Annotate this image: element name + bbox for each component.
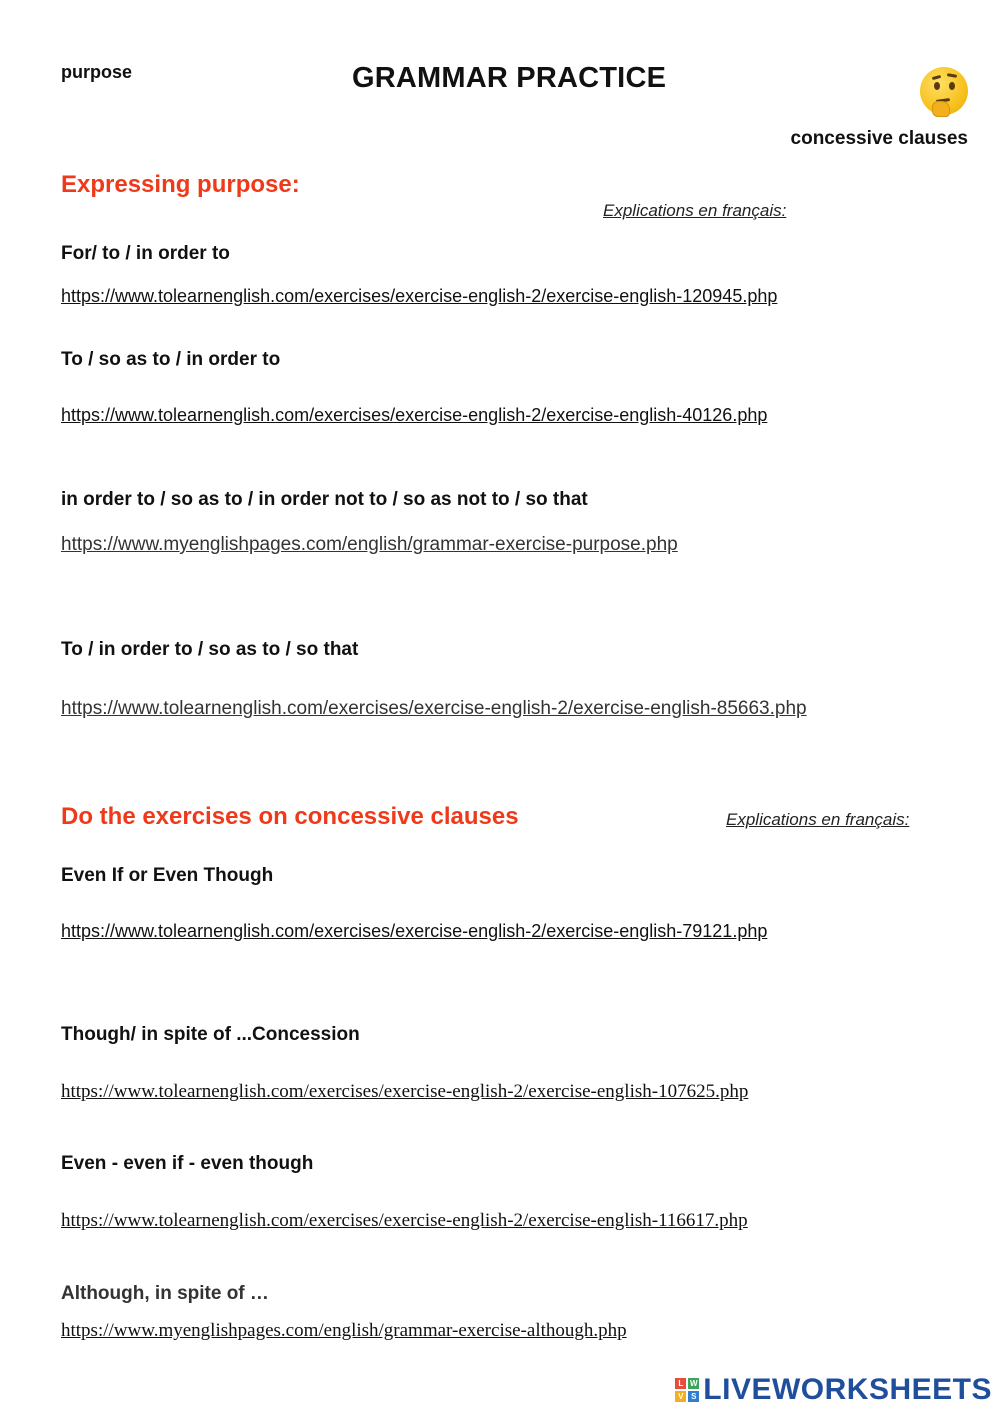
concession-exercise-link-1[interactable]: https://www.tolearnenglish.com/exercises/exercise-english-2/exercise-english-79121.php — [61, 921, 768, 941]
logo-letter-l: L — [675, 1378, 686, 1389]
purpose-exercise-link-4[interactable]: https://www.tolearnenglish.com/exercises/exercise-english-2/exercise-english-85663.php — [61, 698, 807, 719]
purpose-exercise-link-3[interactable]: https://www.myenglishpages.com/english/grammar-exercise-purpose.php — [61, 534, 678, 555]
concession-exercise-link-2[interactable]: https://www.tolearnenglish.com/exercises/exercise-english-2/exercise-english-107625.php — [61, 1081, 749, 1102]
purpose-exercise-title-2: To / so as to / in order to — [61, 349, 281, 370]
purpose-french-link[interactable]: Explications en français: — [603, 201, 787, 220]
subtitle: concessive clauses — [790, 128, 968, 149]
concession-heading: Do the exercises on concessive clauses — [61, 803, 519, 830]
purpose-exercise-title-3: in order to / so as to / in order not to / so as not to / so that — [61, 489, 588, 510]
logo-letter-s: S — [688, 1391, 699, 1402]
purpose-heading: Expressing purpose: — [61, 171, 300, 198]
brand-wordmark: LIVEWORKSHEETS — [703, 1373, 992, 1406]
corner-label: purpose — [61, 62, 133, 82]
purpose-exercise-link-2[interactable]: https://www.tolearnenglish.com/exercises/exercise-english-2/exercise-english-40126.php — [61, 405, 768, 425]
concession-exercise-link-4[interactable]: https://www.myenglishpages.com/english/grammar-exercise-although.php — [61, 1320, 627, 1341]
page-title: GRAMMAR PRACTICE — [352, 62, 667, 94]
logo-letter-v: V — [675, 1391, 686, 1402]
concession-french-link[interactable]: Explications en français: — [726, 810, 910, 829]
purpose-exercise-link-1[interactable]: https://www.tolearnenglish.com/exercises/exercise-english-2/exercise-english-120945.php — [61, 286, 778, 306]
concession-exercise-title-4: Although, in spite of … — [61, 1283, 269, 1304]
purpose-exercise-title-4: To / in order to / so as to / so that — [61, 639, 359, 660]
purpose-exercise-title-1: For/ to / in order to — [61, 243, 230, 264]
concession-exercise-title-2: Though/ in spite of ...Concession — [61, 1024, 360, 1045]
thinking-face-icon — [920, 67, 968, 115]
liveworksheets-brand[interactable] — [675, 1373, 992, 1407]
concession-exercise-title-3: Even - even if - even though — [61, 1153, 314, 1174]
logo-letter-w: W — [690, 1379, 698, 1388]
liveworksheets-logo-icon — [675, 1378, 699, 1402]
concession-exercise-link-3[interactable]: https://www.tolearnenglish.com/exercises/exercise-english-2/exercise-english-116617.php — [61, 1210, 748, 1231]
concession-exercise-title-1: Even If or Even Though — [61, 865, 274, 886]
